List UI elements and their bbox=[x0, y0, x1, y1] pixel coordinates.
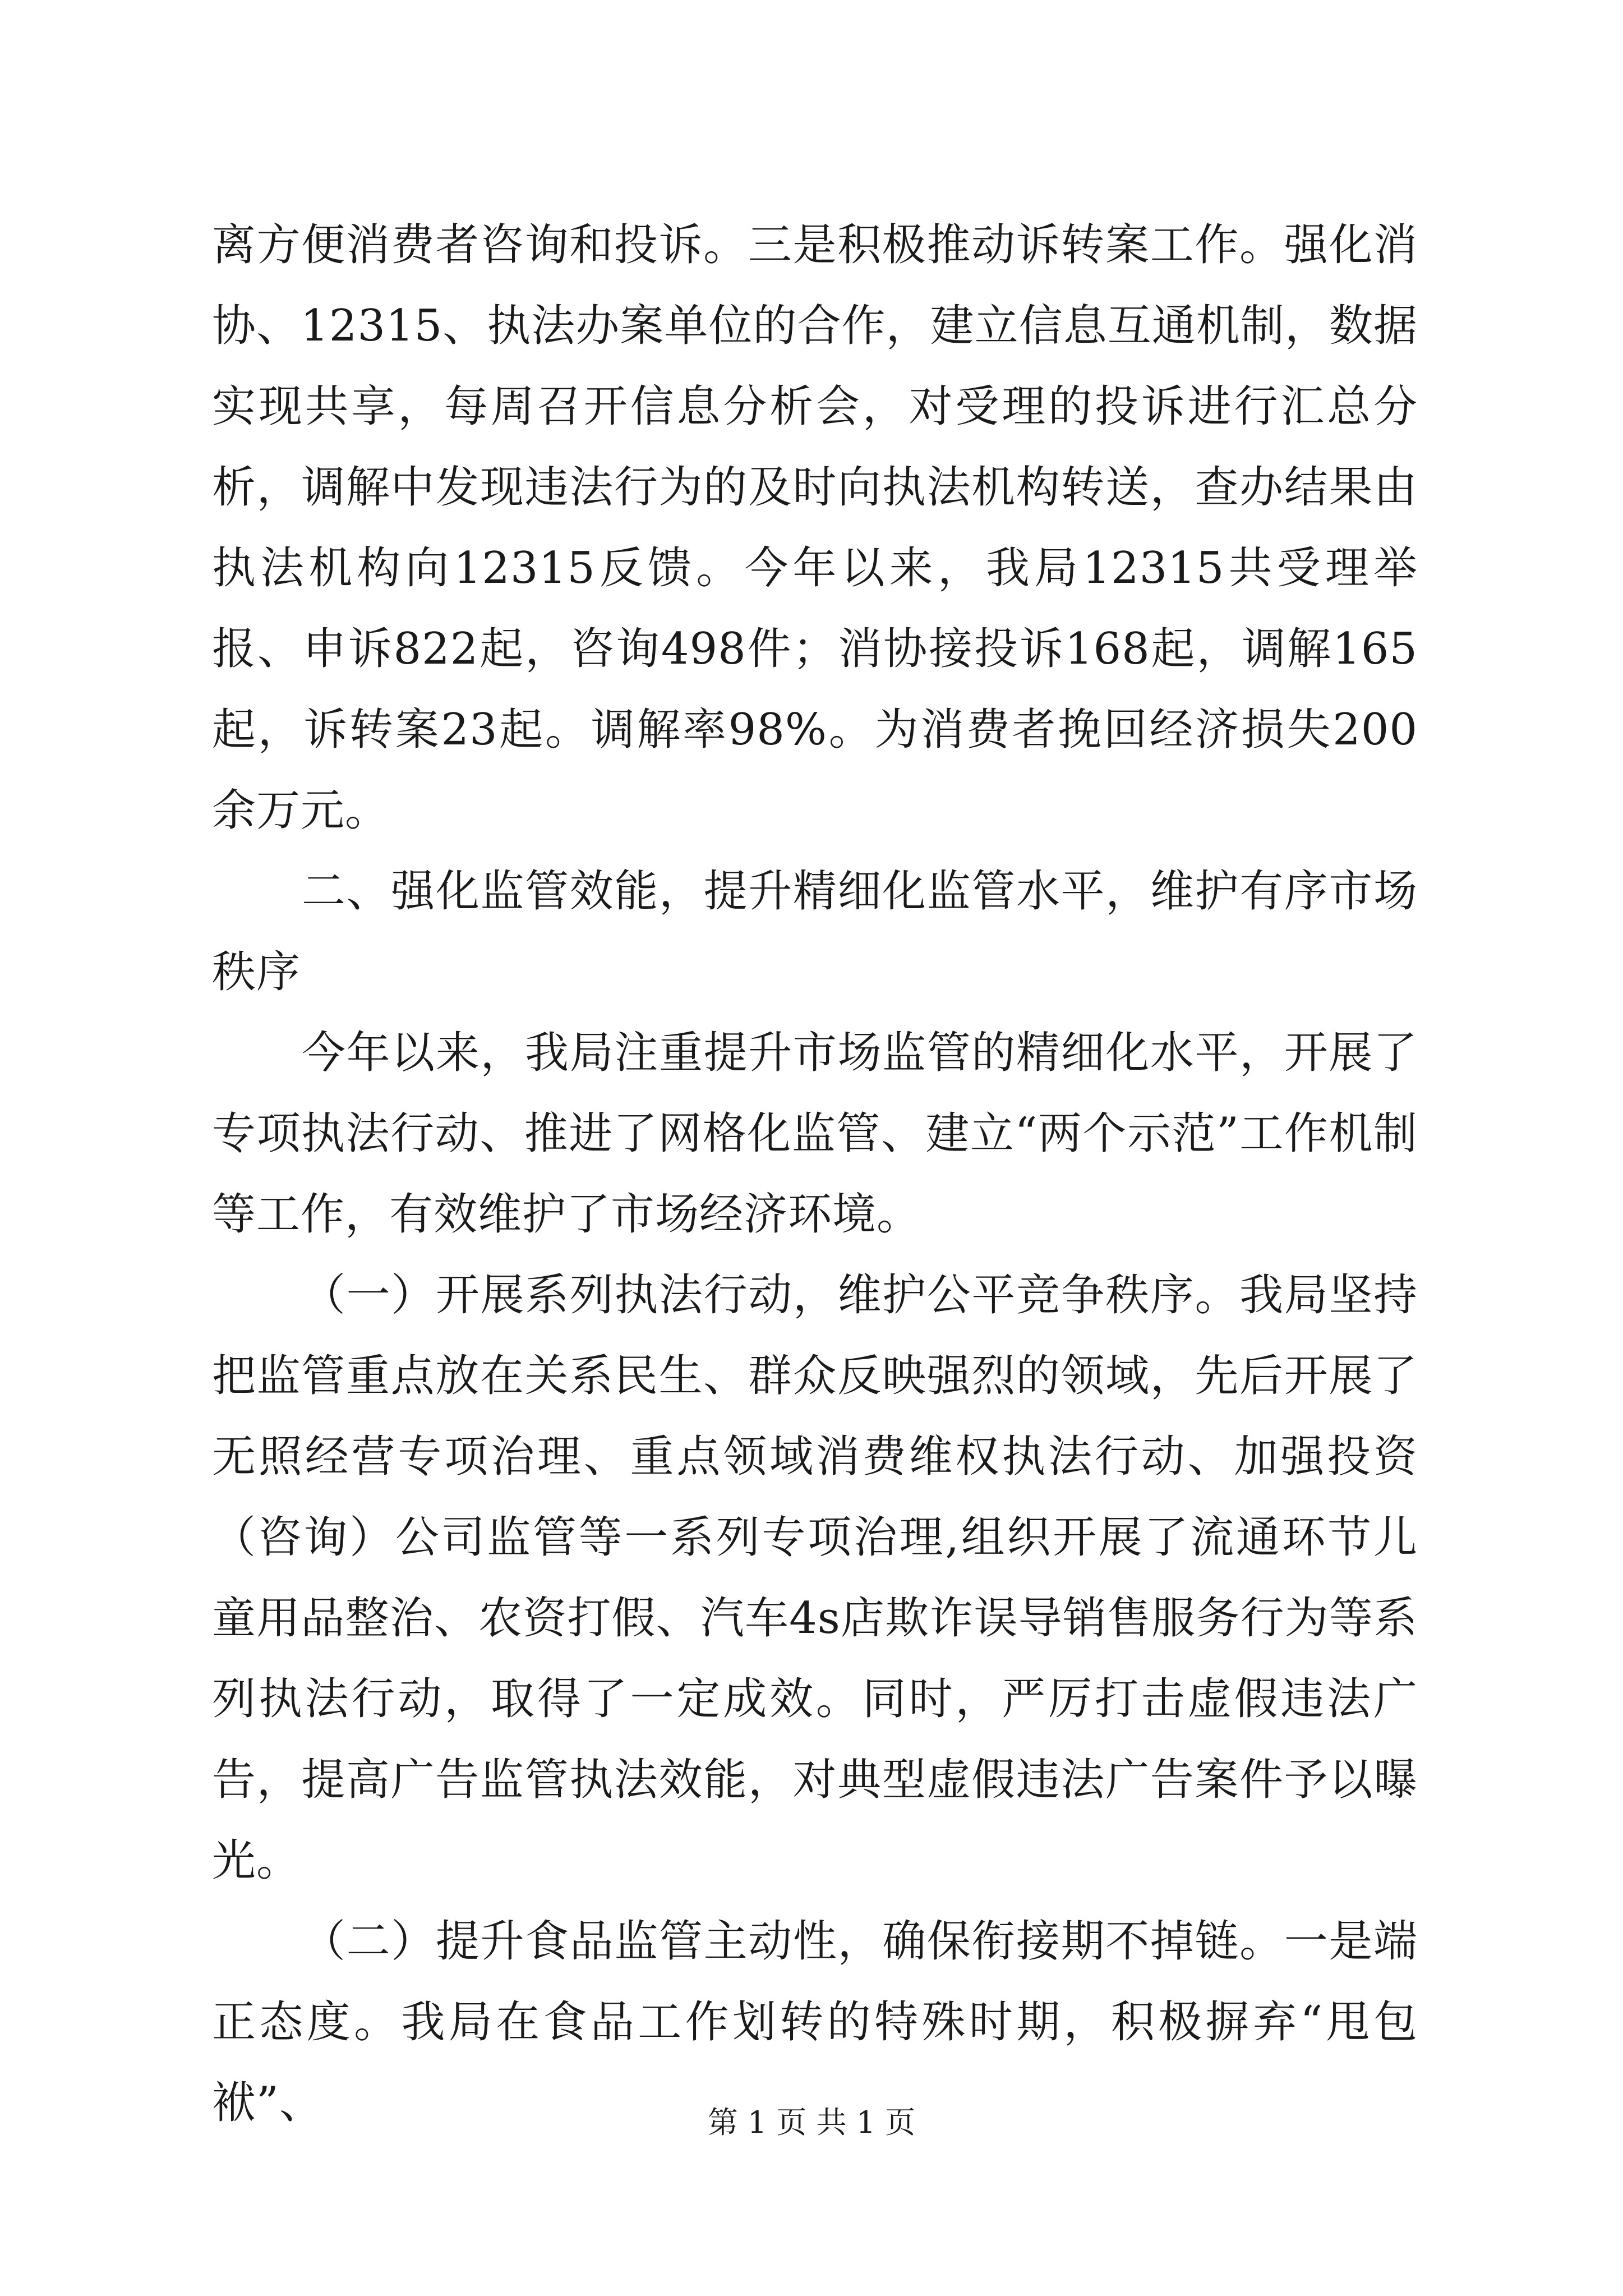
paragraph-food-supervision: （二）提升食品监管主动性，确保衔接期不掉链。一是端正态度。我局在食品工作划转的特殊时期，积极摒弃“甩包袱”、 bbox=[212, 1916, 1418, 2128]
section-heading: 二、强化监管效能，提升精细化监管水平，维护有序市场秩序 bbox=[212, 866, 1418, 997]
paragraph-intro: 今年以来，我局注重提升市场监管的精细化水平，开展了专项执法行动、推进了网格化监管、建立“两个示范”工作机制等工作，有效维护了市场经济环境。 bbox=[212, 1028, 1418, 1240]
paragraph-enforcement: （一）开展系列执法行动，维护公平竞争秩序。我局坚持把监管重点放在关系民生、群众反映强烈的领域，先后开展了无照经营专项治理、重点领域消费维权执法行动、加强投资（咨询）公司监管等一系列专项治理,组织开展了流通环节儿童用品整治、农资打假、汽车4s店欺诈误导销售服务行为等系列执法行动，取得了一定成效。同时，严厉打击虚假违法广告，提高广告监管执法效能，对典型虚假违法广告案件予以曝光。 bbox=[212, 1270, 1418, 1886]
document-body bbox=[212, 205, 1418, 2143]
paragraph-continuation: 离方便消费者咨询和投诉。三是积极推动诉转案工作。强化消协、12315、执法办案单位的合作，建立信息互通机制，数据实现共享，每周召开信息分析会，对受理的投诉进行汇总分析，调解中发现违法行为的及时向执法机构转送，查办结果由执法机构向12315反馈。今年以来，我局12315共受理举报、申诉822起，咨询498件；消协接投诉168起，调解165起，诉转案23起。调解率98%。为消费者挽回经济损失200余万元。 bbox=[212, 220, 1418, 836]
page-footer: 第 1 页 共 1 页 bbox=[707, 2105, 916, 2140]
